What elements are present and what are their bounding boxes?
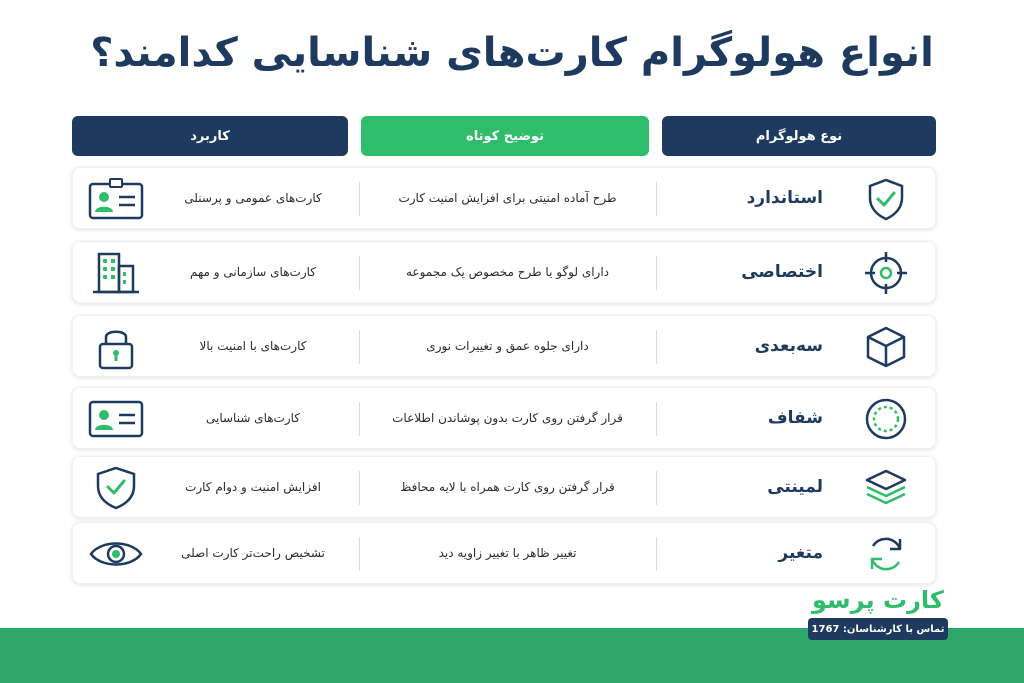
table-row bbox=[72, 315, 936, 377]
eye-icon bbox=[87, 531, 145, 577]
hologram-type: استاندارد bbox=[746, 188, 823, 208]
divider bbox=[656, 537, 657, 571]
hologram-type: سه‌بعدی bbox=[754, 336, 823, 356]
divider bbox=[359, 471, 360, 505]
divider bbox=[359, 182, 360, 216]
hologram-usage: کارت‌های با امنیت بالا bbox=[199, 339, 307, 353]
table-header bbox=[72, 116, 936, 158]
divider bbox=[359, 537, 360, 571]
header-short-description: توضیح کوتاه bbox=[361, 116, 649, 156]
padlock-icon bbox=[87, 324, 145, 370]
id-badge-icon bbox=[87, 176, 145, 222]
hologram-description: دارای جلوه عمق و تغییرات نوری bbox=[426, 339, 589, 353]
brand-logo: کارت پرسو bbox=[812, 586, 944, 614]
hologram-usage: کارت‌های عمومی و پرسنلی bbox=[184, 191, 322, 205]
hologram-type: شفاف bbox=[767, 408, 823, 428]
header-hologram-type: نوع هولوگرام bbox=[662, 116, 936, 156]
hologram-type: لمینتی bbox=[767, 477, 823, 497]
table-row bbox=[72, 456, 936, 518]
divider bbox=[656, 471, 657, 505]
hologram-usage: تشخیص راحت‌تر کارت اصلی bbox=[181, 546, 325, 560]
cube-icon bbox=[863, 324, 909, 370]
building-icon bbox=[87, 250, 145, 296]
crosshair-target-icon bbox=[863, 250, 909, 296]
table-row bbox=[72, 387, 936, 449]
layers-icon bbox=[863, 465, 909, 511]
contact-badge[interactable]: تماس با کارشناسان: 1767 bbox=[808, 618, 948, 640]
dashed-circle-icon bbox=[863, 396, 909, 442]
divider bbox=[656, 182, 657, 216]
hologram-description: قرار گرفتن روی کارت بدون پوشاندن اطلاعات bbox=[392, 411, 623, 425]
table-row bbox=[72, 167, 936, 229]
refresh-arrows-icon bbox=[863, 531, 909, 577]
hologram-description: طرح آماده امنیتی برای افزایش امنیت کارت bbox=[398, 191, 617, 205]
divider bbox=[359, 330, 360, 364]
table-row bbox=[72, 522, 936, 584]
hologram-usage: کارت‌های سازمانی و مهم bbox=[190, 265, 316, 279]
divider bbox=[359, 256, 360, 290]
shield-check-icon bbox=[863, 176, 909, 222]
divider bbox=[656, 402, 657, 436]
divider bbox=[359, 402, 360, 436]
id-card-icon bbox=[87, 396, 145, 442]
hologram-type: اختصاصی bbox=[741, 262, 823, 282]
hologram-usage: افزایش امنیت و دوام کارت bbox=[185, 480, 321, 494]
shield-check-icon bbox=[87, 465, 145, 511]
header-usage: کاربرد bbox=[72, 116, 348, 156]
divider bbox=[656, 256, 657, 290]
hologram-description: تغییر ظاهر با تغییر زاویه دید bbox=[438, 546, 577, 560]
hologram-usage: کارت‌های شناسایی bbox=[205, 411, 301, 425]
hologram-type: متغیر bbox=[778, 543, 823, 563]
table-row bbox=[72, 241, 936, 303]
divider bbox=[656, 330, 657, 364]
hologram-description: قرار گرفتن روی کارت همراه با لایه محافظ bbox=[400, 480, 615, 494]
page-title: انواع هولوگرام کارت‌های شناسایی کدامند؟ bbox=[90, 30, 934, 76]
hologram-description: دارای لوگو یا طرح مخصوص یک مجموعه bbox=[405, 265, 610, 279]
